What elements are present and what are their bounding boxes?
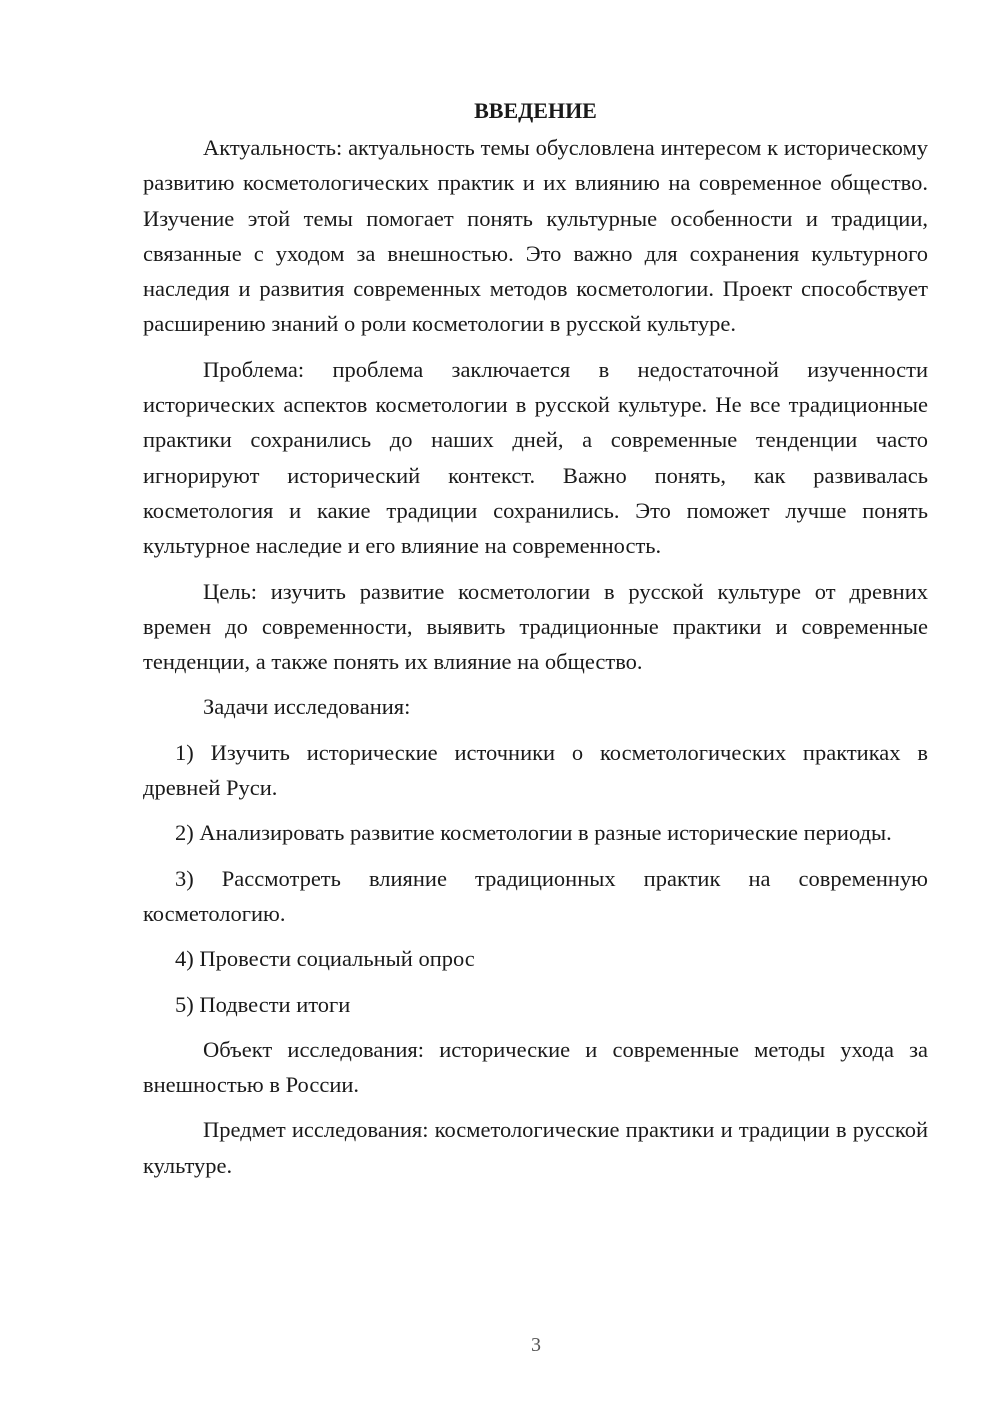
page-title: ВВЕДЕНИЕ [474,98,597,123]
task-item-3: 3) Рассмотреть влияние традиционных практик на современную косметологию. [143,865,928,926]
tasks-heading: Задачи исследования: [203,694,411,720]
document-page [143,96,928,1193]
task-item-1: 1) Изучить исторические источники о косметологических практиках в древней Руси. [143,739,928,801]
task-item-4: 4) Провести социальный опрос [175,946,475,972]
problem-paragraph: Проблема: проблема заключается в недостаточной изученности исторических аспектов косметологии в русской культуре. Не все традиционные практики сохранились до наших дней, а современные тенденции часто игнорируют исторический контекст. Важно понять, как развивалась косметология и какие традиции сохранились. Это поможет лучше понять культурное наследие и его влияние на современность. [143,356,928,559]
subject-paragraph: Предмет исследования: косметологические практики и традиции в русской культуре. [143,1117,928,1178]
goal-paragraph: Цель: изучить развитие косметологии в русской культуре от древних времен до современности, выявить традиционные практики и современные тенденции, а также понять их влияние на общество. [143,578,928,675]
page-number: 3 [531,1334,541,1356]
relevance-paragraph: Актуальность: актуальность темы обусловлена интересом к историческому развитию косметологических практик и их влиянию на современное общество. Изучение этой темы помогает понять культурные особенности и традиции, связанные с уходом за внешностью. Это важно для сохранения культурного наследия и развития современных методов косметологии. Проект способствует расширению знаний о роли косметологии в русской культуре. [143,135,928,337]
object-paragraph: Объект исследования: исторические и современные методы ухода за внешностью в России. [143,1036,928,1098]
task-item-5: 5) Подвести итоги [175,991,351,1017]
task-item-2: 2) Анализировать развитие косметологии в разные исторические периоды. [175,820,892,846]
